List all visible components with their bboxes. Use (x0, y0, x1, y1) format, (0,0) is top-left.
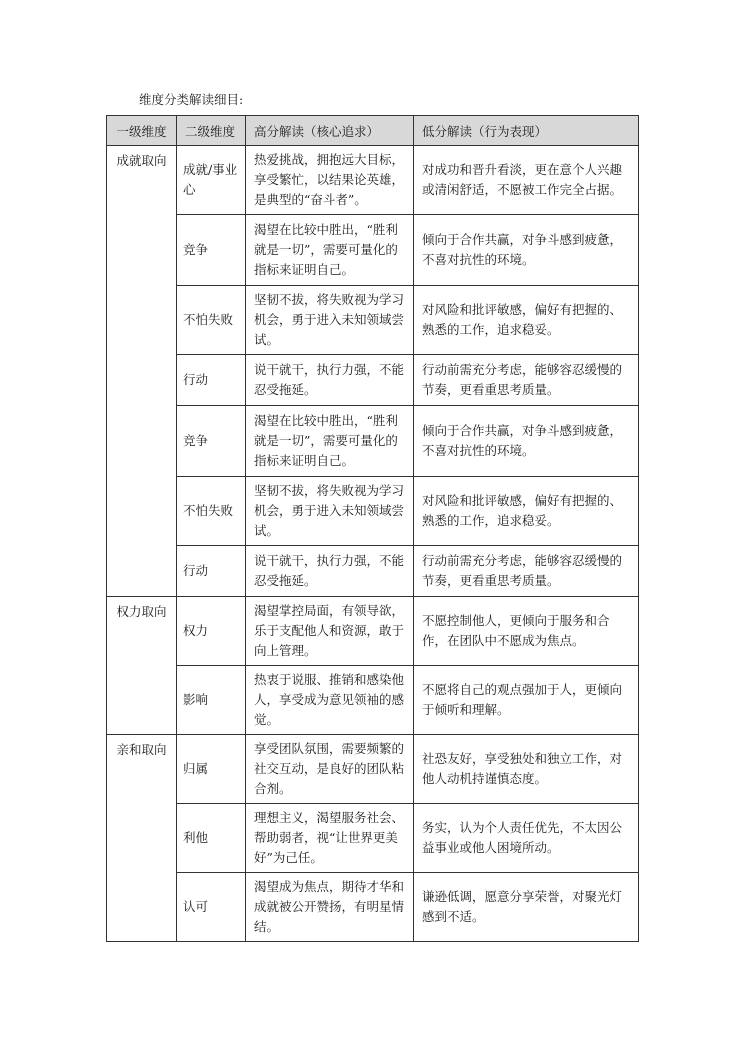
table-row (107, 146, 639, 215)
low-cell: 不愿将自己的观点强加于人，更倾向于倾听和理解。 (414, 666, 639, 735)
table-row (107, 355, 639, 406)
high-cell: 说干就干，执行力强，不能忍受拖延。 (246, 546, 414, 597)
level2-cell: 利他 (177, 804, 246, 873)
table-row (107, 215, 639, 286)
level2-cell: 成就/事业心 (177, 146, 246, 215)
header-row (107, 116, 639, 146)
low-cell: 行动前需充分考虑，能够容忍缓慢的节奏，更看重思考质量。 (414, 355, 639, 406)
low-cell: 社恐友好，享受独处和独立工作，对他人动机持谨慎态度。 (414, 735, 639, 804)
table-row (107, 546, 639, 597)
low-cell: 倾向于合作共赢，对争斗感到疲惫，不喜对抗性的环境。 (414, 215, 639, 286)
table-caption: 维度分类解读细目: (139, 92, 244, 107)
header-level2: 二级维度 (177, 116, 246, 146)
level1-power: 权力取向 (107, 597, 177, 735)
header-low: 低分解读（行为表现） (414, 116, 639, 146)
level2-cell: 行动 (177, 355, 246, 406)
level1-affiliation: 亲和取向 (107, 735, 177, 942)
table-row (107, 804, 639, 873)
low-cell: 对成功和晋升看淡，更在意个人兴趣或清闲舒适，不愿被工作完全占据。 (414, 146, 639, 215)
level2-cell: 竞争 (177, 406, 246, 477)
level2-cell: 认可 (177, 873, 246, 942)
table-row (107, 666, 639, 735)
level1-achievement: 成就取向 (107, 146, 177, 597)
level2-cell: 不怕失败 (177, 477, 246, 546)
high-cell: 享受团队氛围，需要频繁的社交互动，是良好的团队粘合剂。 (246, 735, 414, 804)
high-cell: 渴望掌控局面，有领导欲，乐于支配他人和资源，敢于向上管理。 (246, 597, 414, 666)
table-row (107, 406, 639, 477)
table-row (107, 477, 639, 546)
high-cell: 坚韧不拔，将失败视为学习机会，勇于进入未知领域尝试。 (246, 477, 414, 546)
high-cell: 热衷于说服、推销和感染他人，享受成为意见领袖的感觉。 (246, 666, 414, 735)
level2-cell: 影响 (177, 666, 246, 735)
low-cell: 谦逊低调，愿意分享荣誉，对聚光灯感到不适。 (414, 873, 639, 942)
high-cell: 渴望在比较中胜出，“胜利就是一切”，需要可量化的指标来证明自己。 (246, 215, 414, 286)
level2-cell: 归属 (177, 735, 246, 804)
level2-cell: 行动 (177, 546, 246, 597)
low-cell: 倾向于合作共赢，对争斗感到疲惫，不喜对抗性的环境。 (414, 406, 639, 477)
high-cell: 坚韧不拔，将失败视为学习机会，勇于进入未知领域尝试。 (246, 286, 414, 355)
low-cell: 务实，认为个人责任优先，不太因公益事业或他人困境所动。 (414, 804, 639, 873)
table-row (107, 286, 639, 355)
level2-cell: 权力 (177, 597, 246, 666)
level2-cell: 竞争 (177, 215, 246, 286)
low-cell: 不愿控制他人，更倾向于服务和合作，在团队中不愿成为焦点。 (414, 597, 639, 666)
table-row (107, 735, 639, 804)
high-cell: 理想主义，渴望服务社会、帮助弱者，视“让世界更美好”为己任。 (246, 804, 414, 873)
level2-cell: 不怕失败 (177, 286, 246, 355)
high-cell: 热爱挑战，拥抱远大目标，享受繁忙，以结果论英雄，是典型的“奋斗者”。 (246, 146, 414, 215)
high-cell: 说干就干，执行力强，不能忍受拖延。 (246, 355, 414, 406)
table-row (107, 873, 639, 942)
low-cell: 行动前需充分考虑，能够容忍缓慢的节奏，更看重思考质量。 (414, 546, 639, 597)
high-cell: 渴望成为焦点，期待才华和成就被公开赞扬，有明星情结。 (246, 873, 414, 942)
high-cell: 渴望在比较中胜出，“胜利就是一切”，需要可量化的指标来证明自己。 (246, 406, 414, 477)
table-row (107, 597, 639, 666)
header-level1: 一级维度 (107, 116, 177, 146)
low-cell: 对风险和批评敏感，偏好有把握的、熟悉的工作，追求稳妥。 (414, 477, 639, 546)
dimension-table (106, 115, 639, 942)
header-high: 高分解读（核心追求） (246, 116, 414, 146)
low-cell: 对风险和批评敏感，偏好有把握的、熟悉的工作，追求稳妥。 (414, 286, 639, 355)
